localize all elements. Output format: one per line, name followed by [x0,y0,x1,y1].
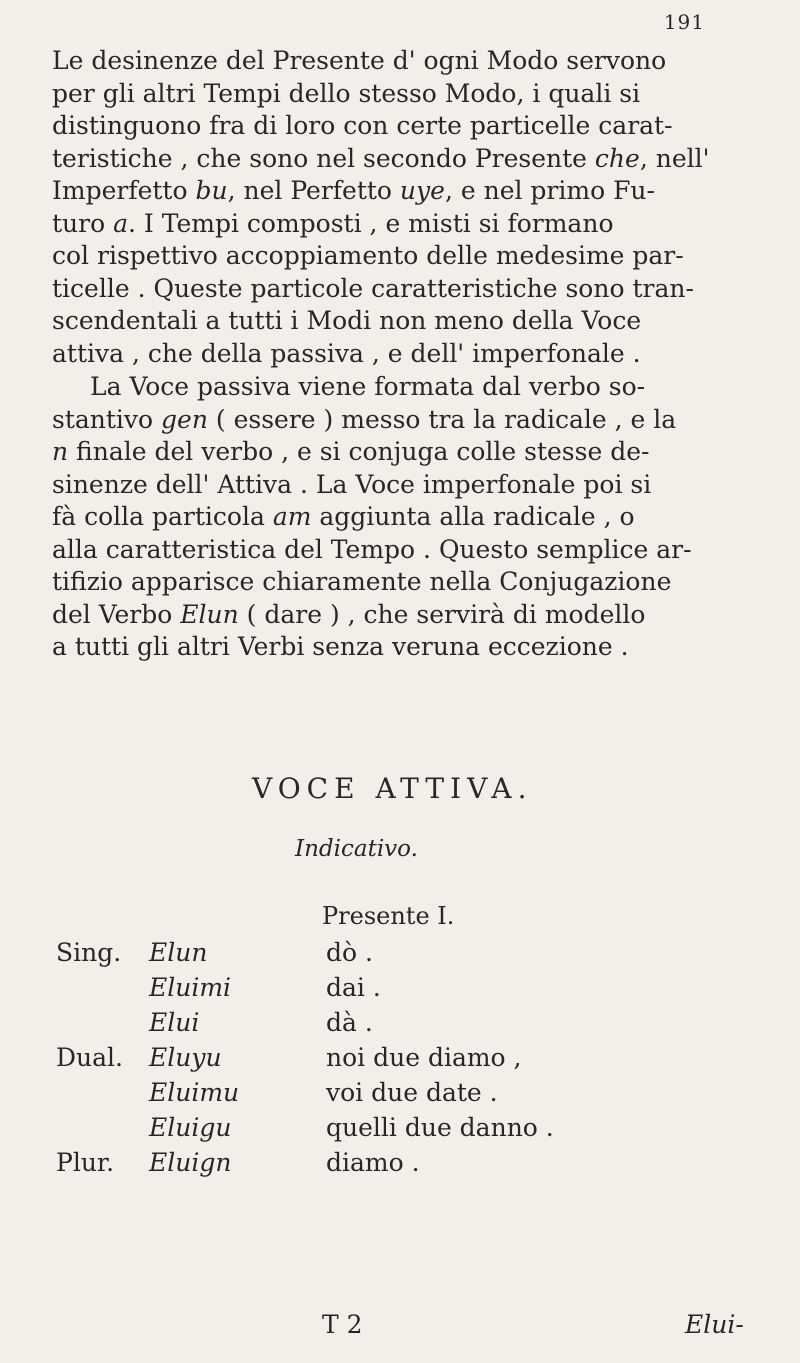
paragraph-voce-passiva [52,371,752,664]
text-line: per gli altri Tempi dello stesso Modo, i quali si [52,78,641,108]
text-line: stantivo gen ( essere ) messo tra la radicale , e la [52,404,677,434]
section-title: VOCE ATTIVA. [252,772,533,805]
translation: quelli due danno . [326,1113,554,1142]
signature-mark: T 2 [322,1310,363,1339]
text-line: teristiche , che sono nel secondo Presente che, nell' [52,143,710,173]
number-label: Plur. [56,1148,115,1177]
conjugation-table [56,938,776,1183]
text-line: turo a. I Tempi composti , e misti si formano [52,208,614,238]
text-line: n finale del verbo , e si conjuga colle stesse de- [52,437,650,466]
verb-form: Eluimi [149,973,232,1002]
translation: voi due date . [326,1078,498,1107]
verb-form: Eluigu [149,1113,232,1142]
translation: dai . [326,973,381,1002]
verb-form: Elui [149,1008,200,1037]
conjugation-row [56,1148,776,1183]
text-line: alla caratteristica del Tempo . Questo semplice ar- [52,534,692,564]
text-line: a tutti gli altri Verbi senza veruna eccezione . [52,632,629,661]
text-line: Le desinenze del Presente d' ogni Modo servono [52,46,667,75]
conjugation-row [56,1008,776,1043]
text-line: tifizio apparisce chiaramente nella Conjugazione [52,567,672,596]
translation: diamo . [326,1148,420,1177]
tense-heading: Presente I. [322,902,455,930]
catchword: Elui- [685,1310,744,1339]
verb-form: Eluyu [149,1043,222,1072]
text-line: fà colla particola am aggiunta alla radicale , o [52,502,635,531]
text-line: ticelle . Queste particole caratteristiche sono tran- [52,273,694,303]
conjugation-row [56,938,776,973]
verb-form: Elun [149,938,208,967]
verb-form: Eluign [149,1148,232,1177]
number-label: Sing. [56,938,122,967]
translation: noi due diamo , [326,1043,522,1072]
conjugation-row [56,1043,776,1078]
page-number: 191 [663,10,705,34]
text-line: scendentali a tutti i Modi non meno della Voce [52,306,642,335]
translation: dà . [326,1008,373,1037]
number-label: Dual. [56,1043,123,1072]
text-line: col rispettivo accoppiamento delle medesime par- [52,241,684,270]
text-line: Imperfetto bu, nel Perfetto uye, e nel primo Fu- [52,176,655,205]
text-line: del Verbo Elun ( dare ) , che servirà di modello [52,599,646,629]
conjugation-row [56,973,776,1008]
text-line: sinenze dell' Attiva . La Voce imperfonale poi si [52,469,652,499]
text-line: distinguono fra di loro con certe particelle carat- [52,111,673,140]
mood-subtitle: Indicativo. [295,836,418,862]
conjugation-row [56,1078,776,1113]
translation: dò . [326,938,373,967]
paragraph-desinenze [52,45,752,370]
verb-form: Eluimu [149,1078,240,1107]
text-line: La Voce passiva viene formata dal verbo so- [90,372,646,401]
text-line: attiva , che della passiva , e dell' imperfonale . [52,338,641,368]
conjugation-row [56,1113,776,1148]
